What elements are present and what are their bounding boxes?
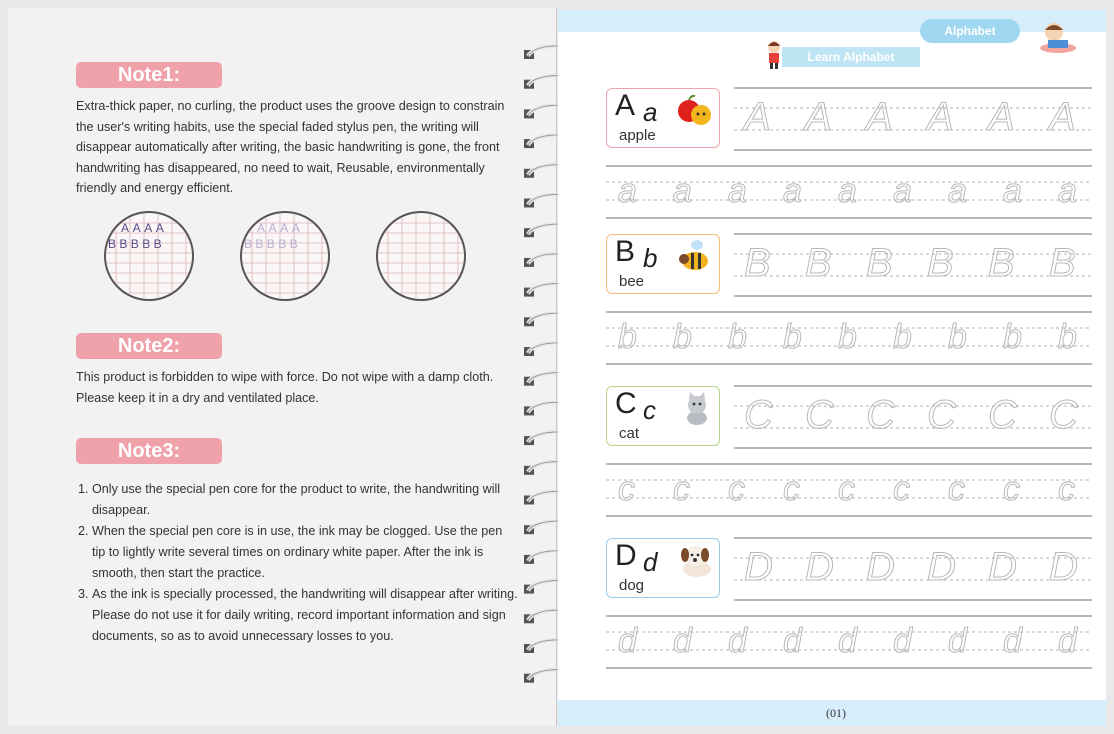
trace-letter: C bbox=[1049, 393, 1078, 437]
alphabet-header-pill: Alphabet bbox=[920, 19, 1020, 43]
letter-card-c bbox=[606, 386, 720, 446]
circle-row2-text: BBBBB bbox=[108, 237, 166, 251]
trace-letter: b bbox=[783, 318, 802, 356]
trace-letter: D bbox=[1049, 545, 1078, 589]
trace-letter: b bbox=[838, 318, 857, 356]
upper-letter: B bbox=[615, 235, 636, 268]
bee-icon bbox=[675, 239, 715, 275]
letter-card-d bbox=[606, 538, 720, 598]
trace-letter: c bbox=[1003, 470, 1020, 508]
trace-letter: b bbox=[673, 318, 692, 356]
letter-card-a bbox=[606, 88, 720, 148]
cat-icon bbox=[675, 391, 715, 427]
trace-letter: d bbox=[1003, 622, 1022, 660]
trace-letter: a bbox=[783, 172, 802, 210]
letter-word: bee bbox=[619, 273, 645, 290]
trace-letter: A bbox=[744, 95, 771, 139]
trace-letter: b bbox=[948, 318, 967, 356]
lower-letter: d bbox=[643, 547, 658, 577]
trace-letter: d bbox=[618, 622, 637, 660]
dog-icon bbox=[675, 543, 715, 579]
lower-letter: a bbox=[643, 97, 658, 127]
trace-letter: b bbox=[1003, 318, 1022, 356]
trace-letter: C bbox=[866, 393, 895, 437]
trace-letter: D bbox=[866, 545, 895, 589]
trace-letter: a bbox=[728, 172, 747, 210]
trace-letter: c bbox=[893, 470, 910, 508]
trace-letter: b bbox=[728, 318, 747, 356]
trace-letter: c bbox=[838, 470, 855, 508]
trace-letter: D bbox=[927, 545, 956, 589]
trace-letter: a bbox=[673, 172, 692, 210]
note3-list bbox=[78, 479, 518, 647]
list-item bbox=[78, 521, 518, 584]
trace-letter: c bbox=[1058, 470, 1075, 508]
trace-letter: b bbox=[893, 318, 912, 356]
circle-faded-row2-text: BBBBB bbox=[244, 237, 302, 251]
trace-letter: a bbox=[618, 172, 637, 210]
apple-icon bbox=[675, 93, 715, 129]
upper-letter: D bbox=[615, 539, 637, 572]
upper-letter: C bbox=[615, 387, 637, 420]
note3-title: Note3: bbox=[76, 438, 222, 464]
trace-letter: a bbox=[838, 172, 857, 210]
trace-letter: C bbox=[744, 393, 773, 437]
letter-card-b bbox=[606, 234, 720, 294]
trace-letter: C bbox=[805, 393, 834, 437]
trace-letter: B bbox=[988, 241, 1015, 285]
note2-text: This product is forbidden to wipe with force. Do not wipe with a damp cloth. Please keep it in a dry and ventilated place. bbox=[76, 370, 494, 405]
trace-letter: D bbox=[744, 545, 773, 589]
grid-circle-filled bbox=[104, 211, 194, 301]
trace-letter: a bbox=[1058, 172, 1077, 210]
list-item bbox=[78, 479, 518, 521]
circle-row1-text: AAAA bbox=[121, 221, 168, 235]
list-item-text: When the special pen core is in use, the ink may be clogged. Use the pen tip to lightly write several times on ordinary white paper. After the ink is smooth, then start the practice. bbox=[92, 524, 503, 580]
trace-letter: A bbox=[1049, 95, 1076, 139]
upper-letter: A bbox=[615, 89, 636, 122]
letter-word: dog bbox=[619, 577, 645, 594]
trace-letter: c bbox=[948, 470, 965, 508]
trace-letter: B bbox=[1049, 241, 1076, 285]
note1-title: Note1: bbox=[76, 62, 222, 88]
trace-letter: d bbox=[838, 622, 857, 660]
list-item-text: Only use the special pen core for the product to write, the handwriting will disappear. bbox=[92, 482, 501, 517]
trace-letter: A bbox=[927, 95, 954, 139]
right-page bbox=[558, 10, 1106, 726]
lower-letter: c bbox=[643, 395, 656, 425]
list-item bbox=[78, 584, 518, 647]
trace-letter: B bbox=[744, 241, 771, 285]
list-item-number: 2. bbox=[78, 524, 89, 538]
trace-letter: A bbox=[988, 95, 1015, 139]
left-page bbox=[8, 8, 557, 726]
trace-letter: c bbox=[783, 470, 800, 508]
trace-letter: d bbox=[948, 622, 967, 660]
trace-letter: B bbox=[927, 241, 954, 285]
trace-letter: B bbox=[866, 241, 893, 285]
trace-letter: d bbox=[893, 622, 912, 660]
note2-title: Note2: bbox=[76, 333, 222, 359]
trace-letter: b bbox=[618, 318, 637, 356]
trace-letter: A bbox=[866, 95, 893, 139]
trace-letter: c bbox=[728, 470, 745, 508]
trace-letter: d bbox=[1058, 622, 1077, 660]
trace-letter: d bbox=[783, 622, 802, 660]
trace-letter: c bbox=[673, 470, 690, 508]
page-number: (01) bbox=[826, 706, 846, 720]
grid-circle-empty bbox=[376, 211, 466, 301]
note1-text: Extra-thick paper, no curling, the product uses the groove design to constrain the user's writing habits, use the special faded stylus pen, the writing will disappear automatically after writing, the basic handwriting is gone, the front handwriting has disappeared, no need to wait, Reusable, environmentally friendly and energy efficient. bbox=[76, 99, 505, 195]
trace-letter: b bbox=[1058, 318, 1077, 356]
trace-letter: d bbox=[673, 622, 692, 660]
trace-letter: a bbox=[893, 172, 912, 210]
trace-letter: a bbox=[948, 172, 967, 210]
letter-word: apple bbox=[619, 127, 656, 144]
trace-letter: A bbox=[805, 95, 832, 139]
list-item-number: 3. bbox=[78, 587, 89, 601]
learn-alphabet-tag: Learn Alphabet bbox=[782, 47, 920, 67]
list-item-number: 1. bbox=[78, 482, 89, 496]
circle-faded-row1-text: AAAA bbox=[257, 221, 304, 235]
trace-letter: d bbox=[728, 622, 747, 660]
grid-circle-faded bbox=[240, 211, 330, 301]
letter-word: cat bbox=[619, 425, 640, 442]
trace-letter: a bbox=[1003, 172, 1022, 210]
lower-letter: b bbox=[643, 243, 658, 273]
trace-letter: D bbox=[988, 545, 1017, 589]
trace-letter: B bbox=[805, 241, 832, 285]
trace-letter: D bbox=[805, 545, 834, 589]
trace-letter: C bbox=[988, 393, 1017, 437]
list-item-text: As the ink is specially processed, the handwriting will disappear after writing. Please do not use it for daily writing, record important information and sign documents, so as to avoid unnecessary losses to you. bbox=[92, 587, 518, 643]
trace-letter: c bbox=[618, 470, 635, 508]
trace-letter: C bbox=[927, 393, 956, 437]
